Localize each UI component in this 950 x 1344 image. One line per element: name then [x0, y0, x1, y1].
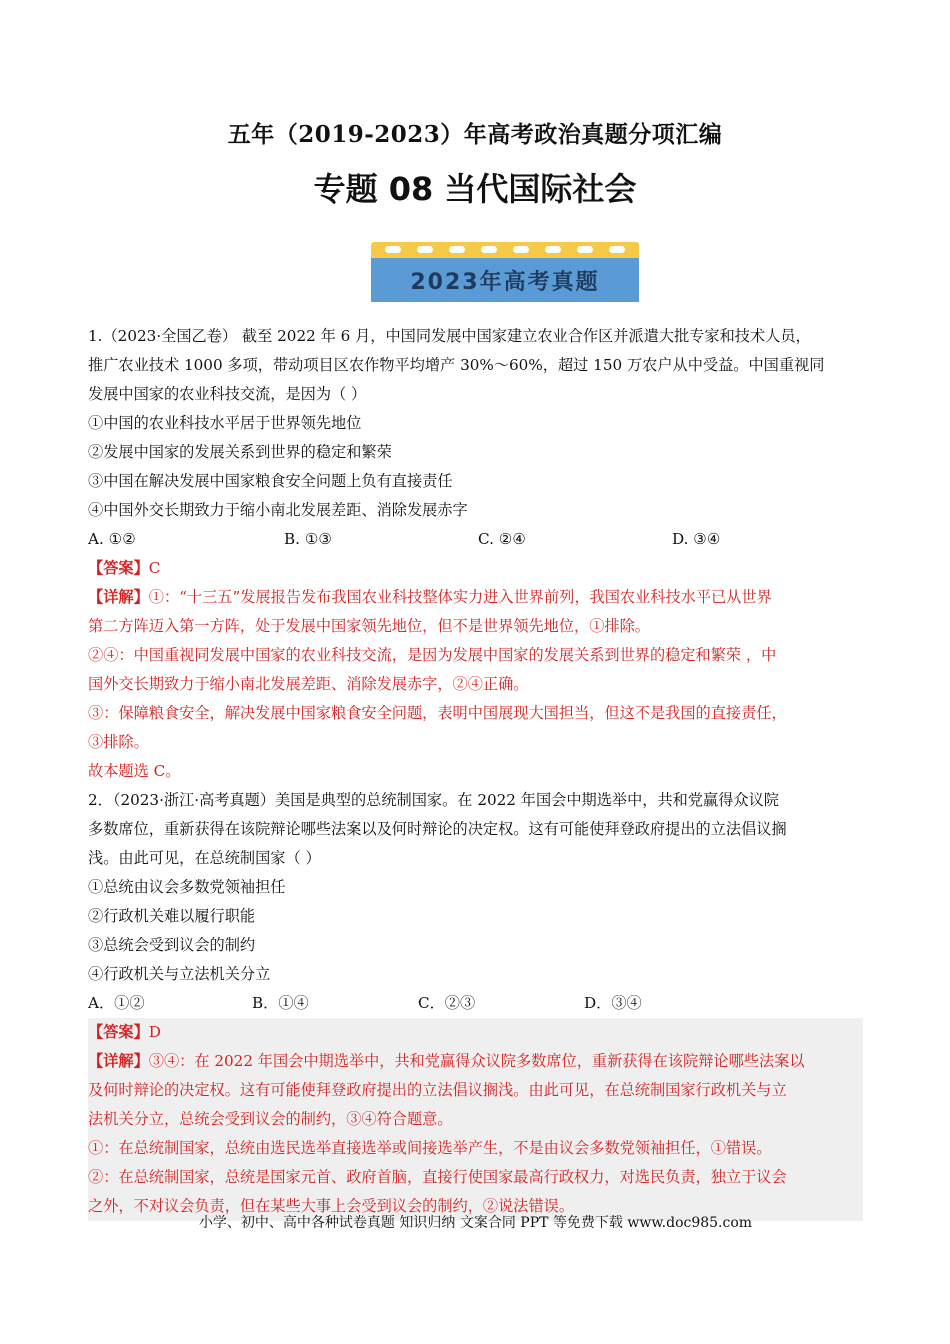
detail-line — [88, 583, 863, 612]
question-1 — [88, 322, 863, 786]
banner-dot — [513, 246, 529, 253]
detail-line: 国外交长期致力于缩小南北发展差距、消除发展赤字，②④正确。 — [88, 675, 529, 693]
question-statement: ②发展中国家的发展关系到世界的稳定和繁荣 — [88, 443, 392, 461]
option-c: C. ②④ — [478, 530, 526, 548]
answer-options — [88, 525, 863, 554]
answer-line — [88, 1018, 863, 1047]
option-a: A．①② — [88, 994, 145, 1012]
banner-top-strip — [371, 242, 639, 258]
answer-label: 【答案】 — [88, 1023, 149, 1041]
option-d: D. ③④ — [672, 530, 721, 548]
document-subtitle: 专题 08 当代国际社会 — [313, 170, 637, 208]
question-text-line: 浅。由此可见，在总统制国家（ ） — [88, 849, 321, 867]
detail-line: 法机关分立，总统会受到议会的制约，③④符合题意。 — [88, 1110, 453, 1128]
detail-text: ①：“十三五”发展报告发布我国农业科技整体实力进入世界前列，我国农业科技水平已从世界 — [148, 588, 772, 606]
banner-label: 2023年高考真题 — [371, 258, 639, 302]
detail-line: ②④：中国重视同发展中国家的农业科技交流，是因为发展中国家的发展关系到世界的稳定和繁荣 ，中 — [88, 646, 777, 664]
answer-block — [88, 1018, 863, 1221]
question-statement: ②行政机关难以履行职能 — [88, 907, 256, 925]
banner-dot — [449, 246, 465, 253]
detail-label: 【详解】 — [88, 1052, 149, 1070]
answer-value: D — [148, 1023, 161, 1041]
section-banner — [371, 242, 639, 302]
detail-line: ③：保障粮食安全，解决发展中国家粮食安全问题，表明中国展现大国担当，但这不是我国的直接责任， — [88, 704, 787, 722]
question-statement: ③总统会受到议会的制约 — [88, 936, 256, 954]
question-statement: ④中国外交长期致力于缩小南北发展差距、消除发展赤字 — [88, 501, 468, 519]
option-c: C．②③ — [418, 994, 476, 1012]
question-text-line: 多数席位，重新获得在该院辩论哪些法案以及何时辩论的决定权。这有可能使拜登政府提出的立法倡议搁 — [88, 820, 787, 838]
option-a: A. ①② — [88, 530, 136, 548]
answer-line — [88, 554, 863, 583]
question-statement: ③中国在解决发展中国家粮食安全问题上负有直接责任 — [88, 472, 453, 490]
questions-body — [88, 322, 863, 1221]
option-b: B．①④ — [252, 994, 309, 1012]
question-statement: ①总统由议会多数党领袖担任 — [88, 878, 286, 896]
option-b: B. ①③ — [284, 530, 333, 548]
banner-dot — [609, 246, 625, 253]
question-text-line: 发展中国家的农业科技交流，是因为（ ） — [88, 385, 367, 403]
option-d: D．③④ — [584, 994, 642, 1012]
document-title: 五年（2019-2023）年高考政治真题分项汇编 — [227, 121, 723, 148]
answer-value: C — [148, 559, 161, 577]
banner-dot — [385, 246, 401, 253]
detail-line: ③排除。 — [88, 733, 149, 751]
banner-dot — [577, 246, 593, 253]
detail-line: 及何时辩论的决定权。这有可能使拜登政府提出的立法倡议搁浅。由此可见，在总统制国家行政机关与立 — [88, 1081, 787, 1099]
question-text-line: 2．（2023·浙江·高考真题）美国是典型的总统制国家。在 2022 年国会中期选举中，共和党赢得众议院 — [88, 791, 779, 809]
answer-options — [88, 989, 863, 1018]
question-statement: ④行政机关与立法机关分立 — [88, 965, 271, 983]
question-text-line: 1.（2023·全国乙卷） 截至 2022 年 6 月，中国同发展中国家建立农业合作区并派遣大批专家和技术人员， — [88, 327, 811, 345]
detail-text: ③④：在 2022 年国会中期选举中，共和党赢得众议院多数席位，重新获得在该院辩论哪些法案以 — [148, 1052, 805, 1070]
question-2 — [88, 786, 863, 1221]
banner-dot — [545, 246, 561, 253]
banner-dot — [481, 246, 497, 253]
answer-label: 【答案】 — [88, 559, 149, 577]
detail-label: 【详解】 — [88, 588, 149, 606]
banner-dot — [417, 246, 433, 253]
detail-line — [88, 1047, 863, 1076]
question-statement: ①中国的农业科技水平居于世界领先地位 — [88, 414, 362, 432]
detail-line: 故本题选 C。 — [88, 762, 181, 780]
page-footer: 小学、初中、高中各种试卷真题 知识归纳 文案合同 PPT 等免费下载 www.doc985.com — [198, 1215, 753, 1231]
detail-line: 之外，不对议会负责，但在某些大事上会受到议会的制约，②说法错误。 — [88, 1197, 574, 1215]
detail-line: ②：在总统制国家，总统是国家元首、政府首脑，直接行使国家最高行政权力，对选民负责，独立于议会 — [88, 1168, 787, 1186]
detail-line: 第二方阵迈入第一方阵，处于发展中国家领先地位，但不是世界领先地位，①排除。 — [88, 617, 650, 635]
detail-line: ①：在总统制国家，总统由选民选举直接选举或间接选举产生，不是由议会多数党领袖担任，①错误。 — [88, 1139, 772, 1157]
question-text-line: 推广农业技术 1000 多项，带动项目区农作物平均增产 30%～60%，超过 150 万农户从中受益。中国重视同 — [88, 356, 825, 374]
